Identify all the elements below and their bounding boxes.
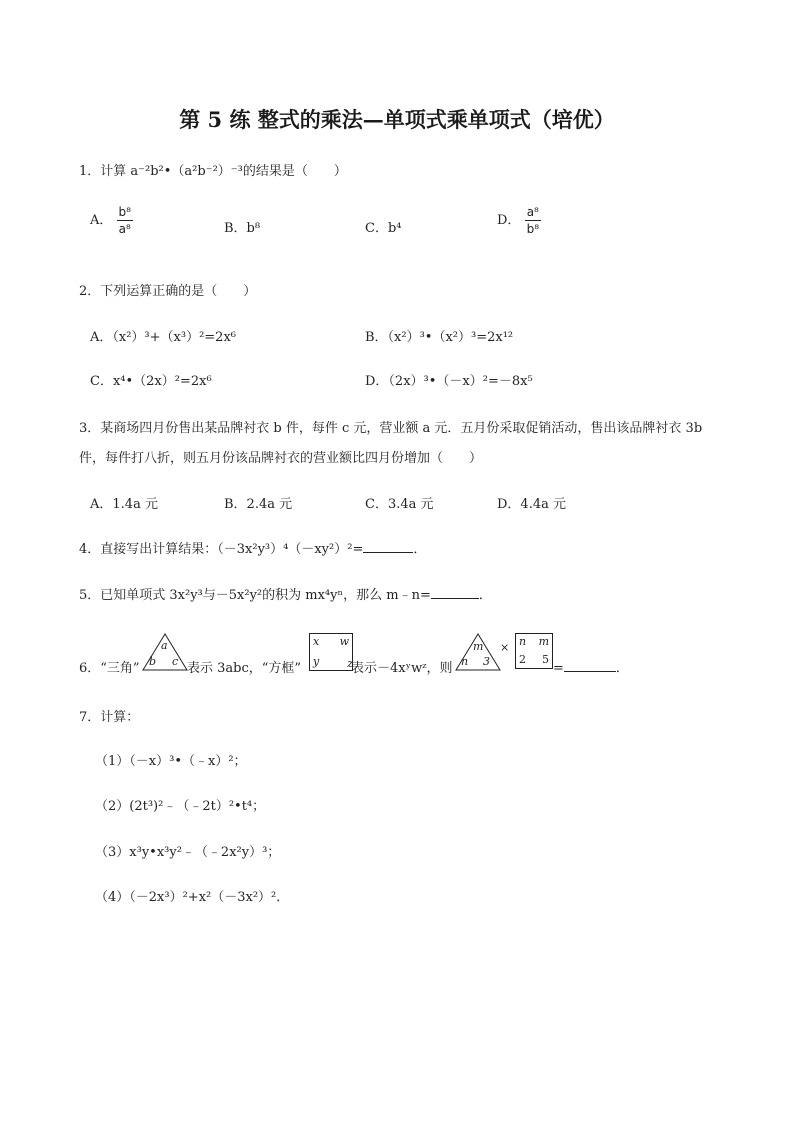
triangle-2-b: n [461,655,469,668]
question-5 [79,584,492,603]
square-1-x: x [313,635,320,648]
question-6-end: ． [615,661,629,676]
q3-option-d[interactable]: D．4.4a 元 [497,497,566,512]
square-1-z: z [347,657,353,670]
q6-answer-blank[interactable] [564,659,616,672]
q1-option-a-fraction [117,206,133,235]
q7-item-1: （1）（－x）³•（﹣x）²； [95,754,247,769]
q2-option-b[interactable]: B．（x²）³•（x²）³=2x¹² [365,330,514,345]
q2-option-c[interactable]: C．x⁴•（2x）²=2x⁶ [90,374,212,389]
q3-option-a[interactable]: A．1.4a 元 [90,497,158,512]
q1-option-a-numerator: b⁸ [118,205,131,219]
triangle-1-b: b [149,655,157,668]
question-6-part1: 6．“三角” [79,661,140,676]
question-6-equals: = [553,661,564,676]
q2-option-a[interactable]: A．（x²）³+（x³）²=2x⁶ [90,330,236,345]
q3-option-b[interactable]: B．2.4a 元 [224,497,293,512]
question-7-stem: 7．计算： [79,710,140,725]
triangle-figure-1 [141,632,189,672]
square-2-x: n [519,635,527,648]
triangle-1-a: a [161,639,168,652]
q1-option-d[interactable] [497,206,541,235]
triangle-figure-2 [454,632,502,672]
multiply-sign: × [500,641,510,654]
q4-answer-blank[interactable] [363,540,413,553]
q7-item-2: （2）(2t³)²﹣（﹣2t）²•t⁴； [95,799,266,814]
q7-item-3: （3）x³y•x³y²﹣（﹣2x²y）³； [95,845,281,860]
square-figure-2 [515,633,553,669]
question-4-stem: 4．直接写出计算结果：（－3x²y³）⁴（－xy²）²= [79,542,364,557]
triangle-2-c: 3 [483,655,490,668]
triangle-1-c: c [172,655,179,668]
square-2-y: 2 [519,653,526,666]
question-3-stem-line2: 件，每件打八折，则五月份该品牌衬衣的营业额比四月份增加（ ） [79,451,483,466]
question-6-part3: 表示－4xʸwᶻ，则 [351,661,453,676]
triangle-2-a: m [473,640,484,653]
q1-option-d-label: D． [497,213,521,228]
q1-option-d-denominator: b⁸ [526,222,540,236]
q1-option-d-fraction [525,206,541,235]
page-title: 第 5 练 整式的乘法—单项式乘单项式（培优） [179,107,615,132]
q1-option-a-denominator: a⁸ [118,222,131,236]
question-4 [79,538,426,557]
question-2-stem: 2．下列运算正确的是（ ） [79,284,257,299]
q1-option-d-numerator: a⁸ [525,206,541,221]
question-3-stem-line1: 3．某商场四月份售出某品牌衬衣 b 件，每件 c 元，营业额 a 元．五月份采取促销活动，售出该品牌衬衣 3b [79,421,703,436]
q1-option-b[interactable]: B．b⁸ [224,221,261,236]
q3-option-c[interactable]: C．3.4a 元 [365,497,434,512]
question-1-stem: 1．计算 a⁻²b²•（a²b⁻²）⁻³的结果是（ ） [79,164,347,179]
question-6-part2: 表示 3abc，“方框” [187,661,302,676]
question-5-stem: 5．已知单项式 3x²y³与－5x²y²的积为 mx⁴yⁿ，那么 m﹣n= [79,588,431,603]
question-4-end: ． [413,542,427,557]
q5-answer-blank[interactable] [431,586,479,599]
square-1-w: w [339,635,349,648]
q1-option-a[interactable] [90,206,133,235]
square-2-w: m [538,635,549,648]
q2-option-d[interactable]: D．（2x）³•（－x）²=－8x⁵ [365,374,533,389]
question-6-answer [553,657,629,676]
square-figure-1 [309,633,353,671]
square-2-z: 5 [542,653,549,666]
q1-option-a-label: A． [90,213,113,228]
q7-item-4: （4）（－2x³）²+x²（－3x²）²． [95,890,290,905]
square-1-y: y [313,655,320,668]
q1-option-c[interactable]: C．b⁴ [365,221,402,236]
question-5-end: ． [478,588,492,603]
